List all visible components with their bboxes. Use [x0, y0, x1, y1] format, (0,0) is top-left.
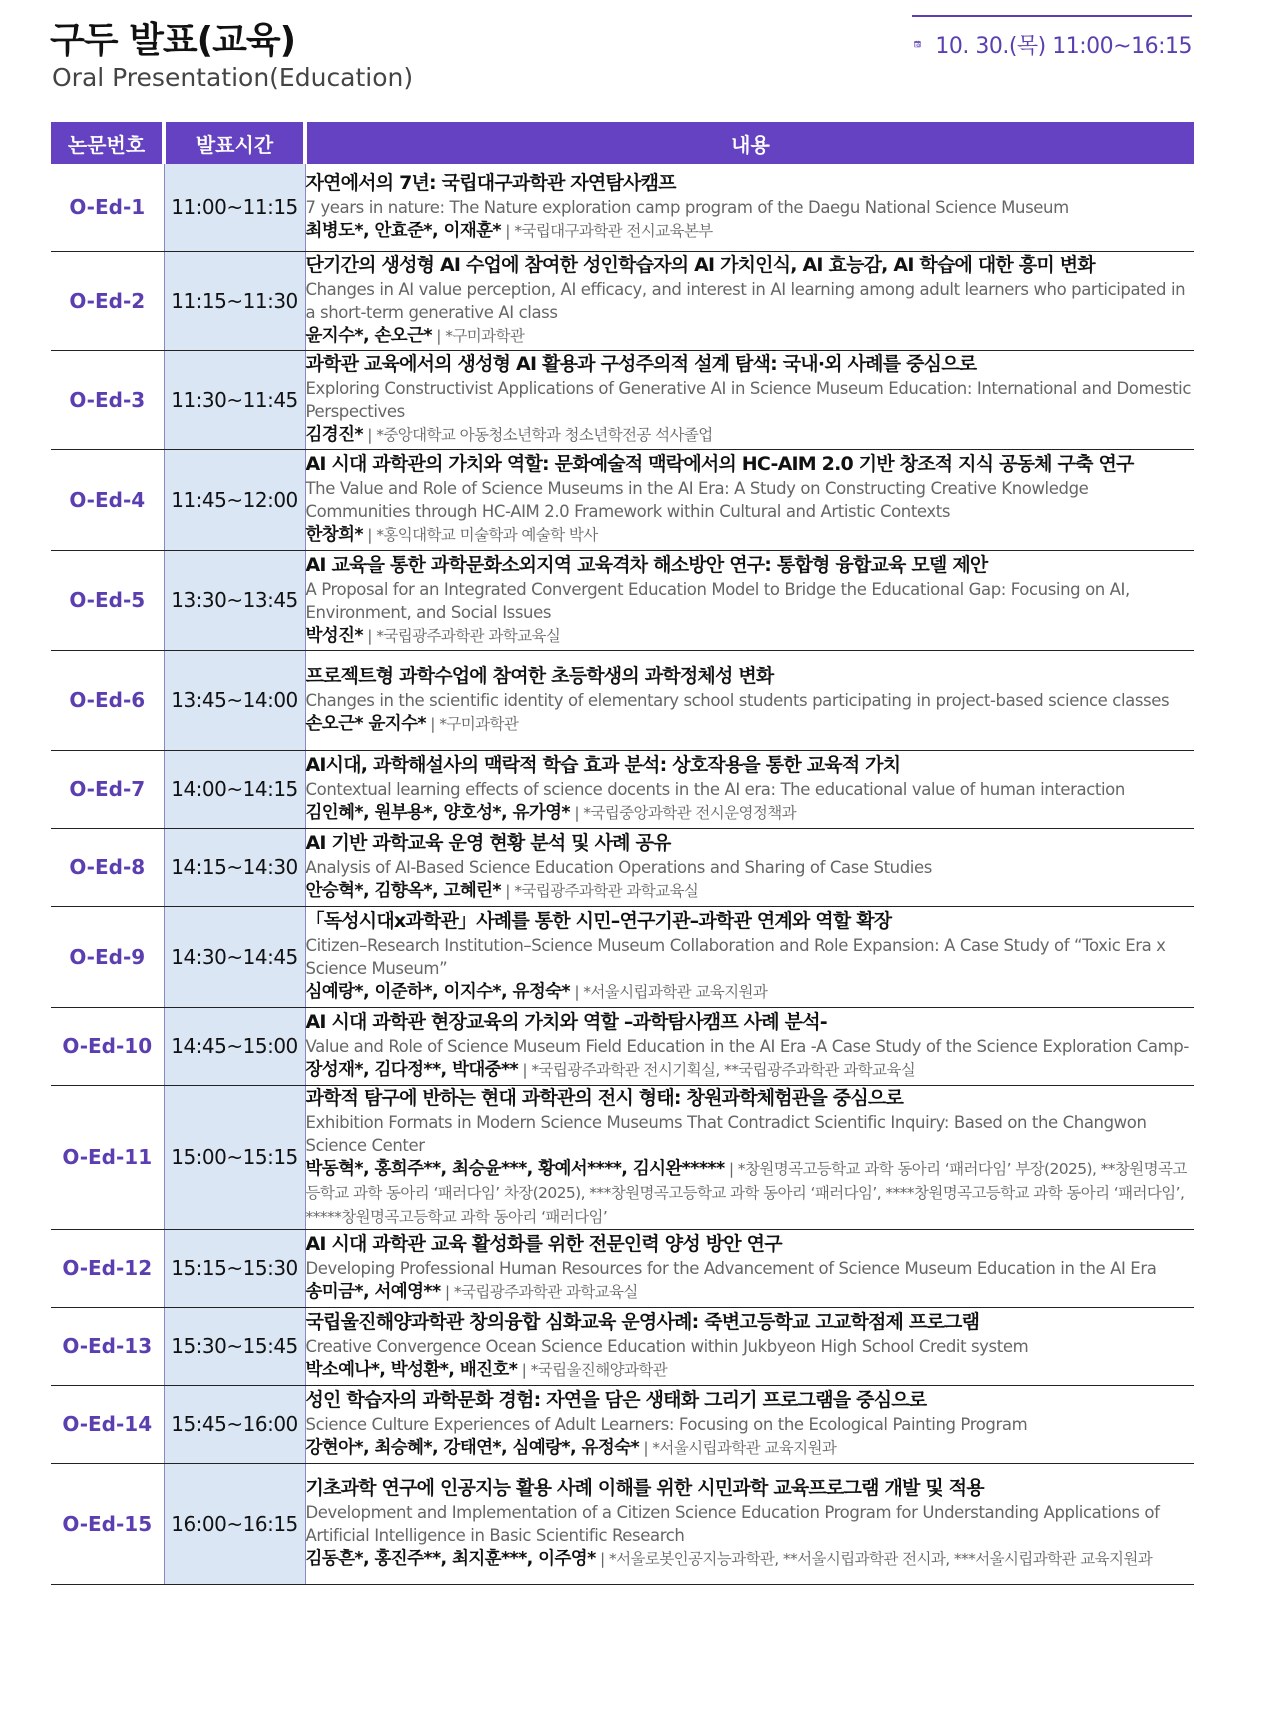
presentation-time: 11:45~12:00 — [164, 449, 305, 550]
paper-title-ko: AI 시대 과학관 교육 활성화를 위한 전문인력 양성 방안 연구 — [305, 1233, 782, 1255]
calendar-clock-icon — [914, 28, 921, 60]
paper-authors-line: 김경진* | *중앙대학교 아동청소년학과 청소년학전공 석사졸업 — [305, 425, 713, 445]
paper-title-en: Exploring Constructivist Applications of Generative AI in Science Museum Education: International and Domestic Perspectives — [305, 379, 1192, 421]
paper-title-ko: 자연에서의 7년: 국립대구과학관 자연탐사캠프 — [305, 172, 676, 195]
paper-title-ko: AI시대, 과학해설사의 맥락적 학습 효과 분석: 상호작용을 통한 교육적 가치 — [305, 754, 901, 776]
paper-id: O-Ed-13 — [51, 1307, 164, 1385]
paper-content — [305, 1007, 1194, 1085]
paper-content — [305, 1085, 1194, 1229]
paper-id: O-Ed-3 — [51, 350, 164, 449]
paper-id: O-Ed-10 — [51, 1007, 164, 1085]
paper-authors-line: 송미금*, 서예영** | *국립광주과학관 과학교육실 — [305, 1282, 638, 1302]
presentation-time: 15:45~16:00 — [164, 1385, 305, 1463]
paper-title-en: Changes in AI value perception, AI efficacy, and interest in AI learning among adult learners who participated in a short-term generative AI class — [305, 280, 1186, 322]
paper-title-en: Changes in the scientific identity of elementary school students participating in project-based science classes — [305, 691, 1170, 710]
paper-title-en: Science Culture Experiences of Adult Learners: Focusing on the Ecological Painting Program — [305, 1415, 1028, 1434]
table-row — [51, 1307, 1194, 1385]
table-row — [51, 1007, 1194, 1085]
session-date-text: 10. 30.(목) 11:00~16:15 — [935, 33, 1192, 59]
paper-title-ko: 성인 학습자의 과학문화 경험: 자연을 담은 생태화 그리기 프로그램을 중심으로 — [305, 1389, 927, 1411]
paper-title-en: The Value and Role of Science Museums in the AI Era: A Study on Constructing Creative Knowledge Communities through HC-AIM 2.0 Framework within Cultural and Artistic Contexts — [305, 479, 1089, 521]
paper-authors-line: 장성재*, 김다정**, 박대중** | *국립광주과학관 전시기획실, **국립광주과학관 과학교육실 — [305, 1060, 916, 1080]
paper-authors-line: 한창희* | *홍익대학교 미술학과 예술학 박사 — [305, 525, 598, 545]
paper-id: O-Ed-4 — [51, 449, 164, 550]
paper-authors: 손오근* 윤지수* — [305, 714, 426, 734]
paper-title-ko: AI 시대 과학관 현장교육의 가치와 역할 –과학탐사캠프 사례 분석- — [305, 1011, 827, 1033]
presentation-time: 15:00~15:15 — [164, 1085, 305, 1229]
paper-authors-line: 심예랑*, 이준하*, 이지수*, 유정숙* | *서울시립과학관 교육지원과 — [305, 982, 768, 1002]
session-date — [912, 15, 1192, 60]
paper-authors: 김경진* — [305, 425, 363, 445]
table-row — [51, 449, 1194, 550]
paper-affiliation: *서울로봇인공지능과학관, **서울시립과학관 전시과, ***서울시립과학관 교육지원과 — [608, 1550, 1153, 1568]
paper-affiliation: *중앙대학교 아동청소년학과 청소년학전공 석사졸업 — [376, 426, 713, 444]
table-row — [51, 1085, 1194, 1229]
paper-affiliation: *구미과학관 — [445, 327, 525, 345]
paper-title-ko: 기초과학 연구에 인공지능 활용 사례 이해를 위한 시민과학 교육프로그램 개발 및 적용 — [305, 1477, 984, 1499]
table-row — [51, 350, 1194, 449]
paper-title-ko: 프로젝트형 과학수업에 참여한 초등학생의 과학정체성 변화 — [305, 665, 774, 687]
paper-affiliation: *국립광주과학관 과학교육실 — [514, 882, 699, 900]
paper-content — [305, 650, 1194, 750]
paper-authors-line: 강현아*, 최승혜*, 강태연*, 심예랑*, 유정숙* | *서울시립과학관 교육지원과 — [305, 1438, 837, 1458]
paper-content — [305, 164, 1194, 251]
paper-authors-line: 박동혁*, 홍희주**, 최승윤***, 황예서****, 김시완***** | *창원명곡고등학교 과학 동아리 ‘패러다임’ 부장(2025), **창원명곡고등학교 과학 동아리 ‘패러다임’ 차장(2025), ***창원명곡고등학교 과학 동아리 ‘패러다임’, ****창원명곡고등학교 과학 동아리 ‘패러다임’, *****창원명곡고등학교 과학 동아리 ‘패러다임’ — [305, 1158, 1187, 1226]
table-row — [51, 750, 1194, 828]
presentation-time: 14:00~14:15 — [164, 750, 305, 828]
paper-title-ko: AI 기반 과학교육 운영 현황 분석 및 사례 공유 — [305, 832, 671, 854]
presentation-time: 15:30~15:45 — [164, 1307, 305, 1385]
table-row — [51, 828, 1194, 906]
paper-authors: 강현아*, 최승혜*, 강태연*, 심예랑*, 유정숙* — [305, 1438, 639, 1458]
paper-authors-line: 손오근* 윤지수* | *구미과학관 — [305, 714, 519, 734]
paper-title-ko: 과학관 교육에서의 생성형 AI 활용과 구성주의적 설계 탐색: 국내·외 사례를 중심으로 — [305, 353, 977, 375]
paper-affiliation: *국립광주과학관 과학교육실 — [376, 626, 561, 645]
paper-content — [305, 550, 1194, 650]
column-header-time: 발표시간 — [164, 122, 305, 164]
table-row — [51, 251, 1194, 350]
presentation-time: 11:30~11:45 — [164, 350, 305, 449]
paper-title-en: Creative Convergence Ocean Science Education within Jukbyeon High School Credit system — [305, 1337, 1029, 1356]
paper-id: O-Ed-12 — [51, 1229, 164, 1307]
paper-authors: 김동흔*, 홍진주**, 최지훈***, 이주영* — [305, 1549, 596, 1569]
paper-affiliation: *국립울진해양과학관 — [530, 1361, 668, 1379]
paper-id: O-Ed-6 — [51, 650, 164, 750]
paper-content — [305, 251, 1194, 350]
paper-id: O-Ed-5 — [51, 550, 164, 650]
page-subtitle: Oral Presentation(Education) — [52, 63, 414, 92]
paper-title-ko: AI 교육을 통한 과학문화소외지역 교육격차 해소방안 연구: 통합형 융합교육 모델 제안 — [305, 553, 988, 576]
paper-authors: 심예랑*, 이준하*, 이지수*, 유정숙* — [305, 982, 570, 1002]
paper-authors: 박동혁*, 홍희주**, 최승윤***, 황예서****, 김시완***** — [305, 1158, 725, 1179]
paper-affiliation: *국립광주과학관 전시기획실, **국립광주과학관 과학교육실 — [531, 1061, 916, 1079]
page-title: 구두 발표(교육) — [50, 20, 296, 61]
paper-content — [305, 350, 1194, 449]
paper-title-en: Contextual learning effects of science docents in the AI era: The educational value of human interaction — [305, 780, 1125, 799]
paper-id: O-Ed-11 — [51, 1085, 164, 1229]
paper-authors: 박성진* — [305, 625, 363, 646]
paper-affiliation: *서울시립과학관 교육지원과 — [583, 983, 768, 1001]
paper-authors-line: 김인혜*, 원부용*, 양호성*, 유가영* | *국립중앙과학관 전시운영정책과 — [305, 803, 796, 823]
paper-content — [305, 1229, 1194, 1307]
paper-authors-line: 박성진* | *국립광주과학관 과학교육실 — [305, 625, 561, 646]
presentation-time: 14:45~15:00 — [164, 1007, 305, 1085]
paper-affiliation: *홍익대학교 미술학과 예술학 박사 — [376, 526, 598, 544]
paper-title-ko: 단기간의 생성형 AI 수업에 참여한 성인학습자의 AI 가치인식, AI 효능감, AI 학습에 대한 흥미 변화 — [305, 254, 1095, 276]
paper-title-en: Development and Implementation of a Citizen Science Education Program for Understanding Applications of Artificial Intelligence in Basic Scientific Research — [305, 1503, 1160, 1545]
paper-title-en: Developing Professional Human Resources for the Advancement of Science Museum Education in the AI Era — [305, 1259, 1157, 1278]
paper-authors-line: 김동흔*, 홍진주**, 최지훈***, 이주영* | *서울로봇인공지능과학관, **서울시립과학관 전시과, ***서울시립과학관 교육지원과 — [305, 1549, 1153, 1569]
paper-affiliation: *창원명곡고등학교 과학 동아리 ‘패러다임’ 부장(2025), **창원명곡고등학교 과학 동아리 ‘패러다임’ 차장(2025), ***창원명곡고등학교 과학 동아리 ‘패러다임’, ****창원명곡고등학교 과학 동아리 ‘패러다임’, *****창원명곡고등학교 과학 동아리 ‘패러다임’ — [305, 1159, 1187, 1226]
paper-id: O-Ed-8 — [51, 828, 164, 906]
presentation-time: 11:15~11:30 — [164, 251, 305, 350]
presentation-time: 13:30~13:45 — [164, 550, 305, 650]
paper-authors-line: 윤지수*, 손오근* | *구미과학관 — [305, 326, 525, 346]
paper-content — [305, 750, 1194, 828]
paper-authors: 최병도*, 안효준*, 이재훈* — [305, 221, 501, 242]
paper-authors: 안승혁*, 김향옥*, 고혜린* — [305, 881, 501, 901]
table-row — [51, 650, 1194, 750]
paper-authors-line: 안승혁*, 김향옥*, 고혜린* | *국립광주과학관 과학교육실 — [305, 881, 699, 901]
paper-content — [305, 449, 1194, 550]
presentation-time: 14:15~14:30 — [164, 828, 305, 906]
paper-affiliation: *구미과학관 — [439, 715, 519, 733]
presentation-time: 15:15~15:30 — [164, 1229, 305, 1307]
paper-id: O-Ed-7 — [51, 750, 164, 828]
column-header-content: 내용 — [305, 122, 1194, 164]
column-header-id: 논문번호 — [51, 122, 164, 164]
paper-content — [305, 828, 1194, 906]
paper-title-ko: 과학적 탐구에 반하는 현대 과학관의 전시 형태: 창원과학체험관을 중심으로 — [305, 1086, 903, 1109]
paper-title-en: Analysis of AI-Based Science Education Operations and Sharing of Case Studies — [305, 858, 932, 877]
paper-title-en: Value and Role of Science Museum Field Education in the AI Era -A Case Study of the Science Exploration Camp- — [305, 1037, 1189, 1056]
paper-affiliation: *서울시립과학관 교육지원과 — [652, 1439, 837, 1457]
paper-title-ko: 「독성시대x과학관」사례를 통한 시민–연구기관–과학관 연계와 역할 확장 — [305, 910, 892, 932]
paper-title-ko: 국립울진해양과학관 창의융합 심화교육 운영사례: 죽변고등학교 고교학점제 프로그램 — [305, 1311, 980, 1333]
paper-title-en: Exhibition Formats in Modern Science Museums That Contradict Scientific Inquiry: Based on the Changwon Science Center — [305, 1112, 1147, 1155]
table-row — [51, 1385, 1194, 1463]
table-row — [51, 906, 1194, 1007]
paper-authors-line: 박소예나*, 박성환*, 배진호* | *국립울진해양과학관 — [305, 1360, 668, 1380]
paper-authors: 윤지수*, 손오근* — [305, 326, 432, 346]
paper-affiliation: *국립광주과학관 과학교육실 — [453, 1283, 638, 1301]
table-header-row — [51, 122, 1194, 164]
paper-content — [305, 906, 1194, 1007]
paper-title-ko: AI 시대 과학관의 가치와 역할: 문화예술적 맥락에서의 HC-AIM 2.0 기반 창조적 지식 공동체 구축 연구 — [305, 453, 1134, 475]
paper-authors: 송미금*, 서예영** — [305, 1282, 441, 1302]
paper-affiliation: *국립대구과학관 전시교육본부 — [514, 222, 713, 241]
presentation-table — [51, 122, 1194, 1585]
paper-id: O-Ed-2 — [51, 251, 164, 350]
paper-id: O-Ed-1 — [51, 164, 164, 251]
paper-content — [305, 1463, 1194, 1584]
table-row — [51, 164, 1194, 251]
table-row — [51, 1463, 1194, 1584]
paper-title-en: 7 years in nature: The Nature exploration camp program of the Daegu National Science Museum — [305, 198, 1069, 218]
presentation-time: 16:00~16:15 — [164, 1463, 305, 1584]
paper-id: O-Ed-15 — [51, 1463, 164, 1584]
paper-authors: 한창희* — [305, 525, 363, 545]
paper-title-en: Citizen–Research Institution–Science Museum Collaboration and Role Expansion: A Case Study of “Toxic Era x Science Museum” — [305, 936, 1166, 978]
paper-id: O-Ed-9 — [51, 906, 164, 1007]
paper-authors: 김인혜*, 원부용*, 양호성*, 유가영* — [305, 803, 570, 823]
paper-id: O-Ed-14 — [51, 1385, 164, 1463]
paper-authors-line: 최병도*, 안효준*, 이재훈* | *국립대구과학관 전시교육본부 — [305, 221, 713, 242]
page-header — [0, 0, 1270, 120]
presentation-time: 13:45~14:00 — [164, 650, 305, 750]
paper-content — [305, 1307, 1194, 1385]
paper-content — [305, 1385, 1194, 1463]
paper-authors: 박소예나*, 박성환*, 배진호* — [305, 1360, 518, 1380]
paper-title-en: A Proposal for an Integrated Convergent Education Model to Bridge the Educational Gap: Focusing on AI, Environment, and Social Issues — [305, 579, 1130, 622]
table-row — [51, 1229, 1194, 1307]
table-row — [51, 550, 1194, 650]
paper-authors: 장성재*, 김다정**, 박대중** — [305, 1060, 519, 1080]
presentation-time: 11:00~11:15 — [164, 164, 305, 251]
paper-affiliation: *국립중앙과학관 전시운영정책과 — [583, 804, 796, 822]
presentation-time: 14:30~14:45 — [164, 906, 305, 1007]
